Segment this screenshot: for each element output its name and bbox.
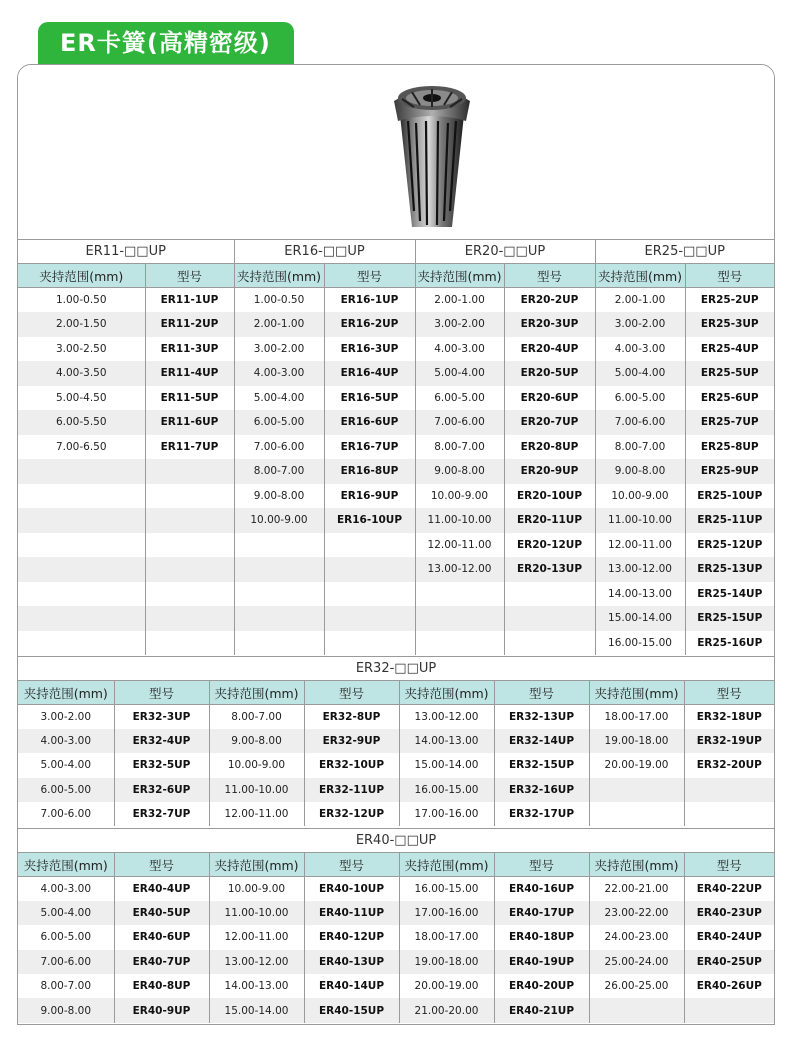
clamp-range-cell: 9.00-8.00 — [234, 484, 324, 509]
model-cell: ER32-20UP — [684, 753, 774, 777]
group-er11: ER11-□□UP — [18, 240, 234, 264]
clamp-range-cell: 13.00-12.00 — [399, 705, 494, 729]
clamp-range-cell: 8.00-7.00 — [595, 435, 685, 460]
group-er25: ER25-□□UP — [595, 240, 774, 264]
group-er32: ER32-□□UP — [18, 657, 774, 681]
model-cell: ER16-1UP — [324, 288, 415, 313]
clamp-range-cell: 2.00-1.50 — [18, 312, 145, 337]
clamp-range-cell: 8.00-7.00 — [18, 974, 114, 998]
clamp-range-cell: 6.00-5.00 — [18, 925, 114, 949]
table-row — [18, 877, 774, 901]
col-header-range: 夹持范围(mm) — [234, 264, 324, 288]
clamp-range-cell: 10.00-9.00 — [415, 484, 504, 509]
model-cell: ER20-10UP — [504, 484, 595, 509]
clamp-range-cell — [234, 631, 324, 656]
model-cell: ER32-14UP — [494, 729, 589, 753]
model-cell: ER40-11UP — [304, 901, 399, 925]
clamp-range-cell: 3.00-2.50 — [18, 337, 145, 362]
table-row — [18, 533, 774, 558]
model-cell: ER40-10UP — [304, 877, 399, 901]
clamp-range-cell: 18.00-17.00 — [589, 705, 684, 729]
clamp-range-cell: 3.00-2.00 — [18, 705, 114, 729]
group-header-row — [18, 829, 774, 853]
model-cell: ER20-3UP — [504, 312, 595, 337]
group-er16: ER16-□□UP — [234, 240, 415, 264]
clamp-range-cell: 7.00-6.00 — [415, 410, 504, 435]
table-row — [18, 337, 774, 362]
model-cell: ER40-12UP — [304, 925, 399, 949]
model-cell — [145, 508, 234, 533]
model-cell: ER11-7UP — [145, 435, 234, 460]
table-row — [18, 925, 774, 949]
model-cell: ER16-4UP — [324, 361, 415, 386]
model-cell: ER25-5UP — [685, 361, 774, 386]
table-row — [18, 950, 774, 974]
clamp-range-cell — [18, 533, 145, 558]
model-cell — [145, 606, 234, 631]
model-cell: ER32-8UP — [304, 705, 399, 729]
model-cell: ER11-1UP — [145, 288, 234, 313]
clamp-range-cell: 12.00-11.00 — [595, 533, 685, 558]
col-header-range: 夹持范围(mm) — [209, 853, 304, 877]
model-cell: ER32-11UP — [304, 778, 399, 802]
table-row — [18, 974, 774, 998]
clamp-range-cell: 9.00-8.00 — [595, 459, 685, 484]
clamp-range-cell — [589, 998, 684, 1022]
model-cell — [324, 557, 415, 582]
clamp-range-cell: 9.00-8.00 — [18, 998, 114, 1022]
clamp-range-cell: 7.00-6.00 — [18, 950, 114, 974]
model-cell: ER25-6UP — [685, 386, 774, 411]
clamp-range-cell: 2.00-1.00 — [415, 288, 504, 313]
table-row — [18, 557, 774, 582]
model-cell: ER25-12UP — [685, 533, 774, 558]
model-cell: ER40-22UP — [684, 877, 774, 901]
model-cell: ER40-26UP — [684, 974, 774, 998]
model-cell: ER25-14UP — [685, 582, 774, 607]
table-row — [18, 288, 774, 313]
clamp-range-cell — [234, 582, 324, 607]
model-cell: ER20-4UP — [504, 337, 595, 362]
model-cell: ER16-10UP — [324, 508, 415, 533]
model-cell — [145, 533, 234, 558]
table-row — [18, 312, 774, 337]
model-cell: ER32-15UP — [494, 753, 589, 777]
clamp-range-cell: 4.00-3.00 — [234, 361, 324, 386]
model-cell: ER40-15UP — [304, 998, 399, 1022]
model-cell: ER25-8UP — [685, 435, 774, 460]
model-cell: ER32-18UP — [684, 705, 774, 729]
table-row — [18, 361, 774, 386]
model-cell: ER40-5UP — [114, 901, 209, 925]
table-row — [18, 729, 774, 753]
table-row — [18, 631, 774, 656]
clamp-range-cell: 9.00-8.00 — [209, 729, 304, 753]
model-cell: ER16-9UP — [324, 484, 415, 509]
model-cell: ER25-11UP — [685, 508, 774, 533]
clamp-range-cell — [234, 557, 324, 582]
model-cell: ER11-4UP — [145, 361, 234, 386]
clamp-range-cell: 6.00-5.00 — [415, 386, 504, 411]
col-header-range: 夹持范围(mm) — [18, 264, 145, 288]
model-cell: ER25-7UP — [685, 410, 774, 435]
table-er40 — [18, 828, 774, 1023]
model-cell: ER16-6UP — [324, 410, 415, 435]
model-cell: ER16-5UP — [324, 386, 415, 411]
table-er32 — [18, 656, 774, 826]
clamp-range-cell — [234, 533, 324, 558]
clamp-range-cell: 10.00-9.00 — [595, 484, 685, 509]
model-cell: ER32-12UP — [304, 802, 399, 826]
model-cell: ER25-16UP — [685, 631, 774, 656]
model-cell: ER20-6UP — [504, 386, 595, 411]
clamp-range-cell: 9.00-8.00 — [415, 459, 504, 484]
clamp-range-cell: 13.00-12.00 — [595, 557, 685, 582]
clamp-range-cell: 7.00-6.00 — [595, 410, 685, 435]
model-cell: ER25-13UP — [685, 557, 774, 582]
clamp-range-cell: 7.00-6.50 — [18, 435, 145, 460]
table-row — [18, 998, 774, 1022]
col-header-range: 夹持范围(mm) — [589, 853, 684, 877]
clamp-range-cell — [18, 484, 145, 509]
clamp-range-cell: 11.00-10.00 — [209, 778, 304, 802]
col-header-range: 夹持范围(mm) — [18, 853, 114, 877]
model-cell: ER40-7UP — [114, 950, 209, 974]
clamp-range-cell: 5.00-4.00 — [18, 901, 114, 925]
clamp-range-cell — [18, 557, 145, 582]
clamp-range-cell: 15.00-14.00 — [399, 753, 494, 777]
model-cell: ER40-16UP — [494, 877, 589, 901]
table-row — [18, 484, 774, 509]
collet-product-image — [386, 81, 478, 231]
clamp-range-cell: 12.00-11.00 — [209, 925, 304, 949]
model-cell: ER25-10UP — [685, 484, 774, 509]
clamp-range-cell: 14.00-13.00 — [399, 729, 494, 753]
model-cell: ER25-9UP — [685, 459, 774, 484]
clamp-range-cell — [415, 631, 504, 656]
clamp-range-cell: 20.00-19.00 — [399, 974, 494, 998]
table-row — [18, 386, 774, 411]
col-header-model: 型号 — [145, 264, 234, 288]
clamp-range-cell: 5.00-4.50 — [18, 386, 145, 411]
clamp-range-cell: 13.00-12.00 — [209, 950, 304, 974]
col-header-range: 夹持范围(mm) — [399, 853, 494, 877]
clamp-range-cell: 4.00-3.50 — [18, 361, 145, 386]
model-cell: ER40-14UP — [304, 974, 399, 998]
clamp-range-cell: 20.00-19.00 — [589, 753, 684, 777]
model-cell: ER16-3UP — [324, 337, 415, 362]
col-header-model: 型号 — [494, 853, 589, 877]
model-cell: ER40-9UP — [114, 998, 209, 1022]
model-cell — [324, 631, 415, 656]
clamp-range-cell: 10.00-9.00 — [209, 753, 304, 777]
clamp-range-cell: 11.00-10.00 — [209, 901, 304, 925]
clamp-range-cell: 8.00-7.00 — [209, 705, 304, 729]
clamp-range-cell — [18, 459, 145, 484]
table-row — [18, 705, 774, 729]
column-header-row — [18, 264, 774, 288]
clamp-range-cell: 24.00-23.00 — [589, 925, 684, 949]
model-cell — [145, 459, 234, 484]
model-cell: ER40-24UP — [684, 925, 774, 949]
model-cell: ER40-13UP — [304, 950, 399, 974]
model-cell: ER32-3UP — [114, 705, 209, 729]
clamp-range-cell: 7.00-6.00 — [234, 435, 324, 460]
col-header-model: 型号 — [114, 681, 209, 705]
clamp-range-cell — [589, 778, 684, 802]
clamp-range-cell: 17.00-16.00 — [399, 901, 494, 925]
clamp-range-cell: 5.00-4.00 — [234, 386, 324, 411]
model-cell: ER32-7UP — [114, 802, 209, 826]
table-row — [18, 410, 774, 435]
model-cell: ER20-2UP — [504, 288, 595, 313]
model-cell: ER32-17UP — [494, 802, 589, 826]
clamp-range-cell: 26.00-25.00 — [589, 974, 684, 998]
clamp-range-cell: 1.00-0.50 — [18, 288, 145, 313]
table-row — [18, 459, 774, 484]
model-cell: ER40-8UP — [114, 974, 209, 998]
clamp-range-cell: 3.00-2.00 — [415, 312, 504, 337]
model-cell: ER20-7UP — [504, 410, 595, 435]
table-row — [18, 753, 774, 777]
col-header-model: 型号 — [304, 853, 399, 877]
table-er11-er25 — [18, 239, 774, 655]
model-cell: ER25-2UP — [685, 288, 774, 313]
model-cell: ER11-5UP — [145, 386, 234, 411]
col-header-range: 夹持范围(mm) — [589, 681, 684, 705]
model-cell: ER32-9UP — [304, 729, 399, 753]
clamp-range-cell: 13.00-12.00 — [415, 557, 504, 582]
table-row — [18, 582, 774, 607]
model-cell: ER32-19UP — [684, 729, 774, 753]
clamp-range-cell: 11.00-10.00 — [595, 508, 685, 533]
clamp-range-cell — [234, 606, 324, 631]
clamp-range-cell — [18, 508, 145, 533]
model-cell: ER20-9UP — [504, 459, 595, 484]
model-cell: ER40-17UP — [494, 901, 589, 925]
column-header-row — [18, 681, 774, 705]
model-cell: ER25-15UP — [685, 606, 774, 631]
clamp-range-cell: 5.00-4.00 — [415, 361, 504, 386]
col-header-model: 型号 — [494, 681, 589, 705]
group-er40: ER40-□□UP — [18, 829, 774, 853]
model-cell: ER40-19UP — [494, 950, 589, 974]
model-cell — [145, 631, 234, 656]
clamp-range-cell: 14.00-13.00 — [595, 582, 685, 607]
model-cell — [504, 631, 595, 656]
clamp-range-cell — [415, 582, 504, 607]
table-body — [18, 705, 774, 827]
model-cell: ER20-8UP — [504, 435, 595, 460]
clamp-range-cell — [415, 606, 504, 631]
clamp-range-cell: 7.00-6.00 — [18, 802, 114, 826]
col-header-range: 夹持范围(mm) — [18, 681, 114, 705]
col-header-model: 型号 — [504, 264, 595, 288]
clamp-range-cell — [589, 802, 684, 826]
model-cell: ER40-4UP — [114, 877, 209, 901]
model-cell — [324, 606, 415, 631]
table-row — [18, 802, 774, 826]
model-cell: ER32-13UP — [494, 705, 589, 729]
model-cell: ER32-5UP — [114, 753, 209, 777]
model-cell: ER16-8UP — [324, 459, 415, 484]
clamp-range-cell: 3.00-2.00 — [595, 312, 685, 337]
clamp-range-cell: 6.00-5.00 — [595, 386, 685, 411]
table-body — [18, 877, 774, 1023]
clamp-range-cell: 4.00-3.00 — [18, 877, 114, 901]
clamp-range-cell: 4.00-3.00 — [595, 337, 685, 362]
model-cell: ER16-2UP — [324, 312, 415, 337]
clamp-range-cell: 16.00-15.00 — [399, 778, 494, 802]
table-row — [18, 778, 774, 802]
clamp-range-cell: 6.00-5.00 — [234, 410, 324, 435]
clamp-range-cell: 15.00-14.00 — [595, 606, 685, 631]
model-cell — [684, 802, 774, 826]
model-cell: ER20-13UP — [504, 557, 595, 582]
clamp-range-cell: 15.00-14.00 — [209, 998, 304, 1022]
clamp-range-cell: 10.00-9.00 — [234, 508, 324, 533]
model-cell: ER32-4UP — [114, 729, 209, 753]
col-header-range: 夹持范围(mm) — [595, 264, 685, 288]
clamp-range-cell: 5.00-4.00 — [595, 361, 685, 386]
model-cell: ER40-21UP — [494, 998, 589, 1022]
model-cell: ER20-5UP — [504, 361, 595, 386]
column-header-row — [18, 853, 774, 877]
model-cell — [684, 998, 774, 1022]
col-header-model: 型号 — [684, 853, 774, 877]
clamp-range-cell — [18, 582, 145, 607]
clamp-range-cell: 18.00-17.00 — [399, 925, 494, 949]
model-cell: ER25-4UP — [685, 337, 774, 362]
page-title: ER卡簧(高精密级) — [38, 22, 294, 64]
clamp-range-cell: 19.00-18.00 — [589, 729, 684, 753]
clamp-range-cell: 4.00-3.00 — [18, 729, 114, 753]
model-cell: ER11-6UP — [145, 410, 234, 435]
clamp-range-cell: 17.00-16.00 — [399, 802, 494, 826]
clamp-range-cell: 23.00-22.00 — [589, 901, 684, 925]
model-cell — [145, 582, 234, 607]
model-cell: ER40-18UP — [494, 925, 589, 949]
col-header-model: 型号 — [684, 681, 774, 705]
col-header-model: 型号 — [685, 264, 774, 288]
table-row — [18, 508, 774, 533]
clamp-range-cell: 3.00-2.00 — [234, 337, 324, 362]
clamp-range-cell: 6.00-5.00 — [18, 778, 114, 802]
clamp-range-cell: 12.00-11.00 — [415, 533, 504, 558]
table-body — [18, 288, 774, 656]
group-er20: ER20-□□UP — [415, 240, 595, 264]
model-cell: ER40-20UP — [494, 974, 589, 998]
clamp-range-cell: 11.00-10.00 — [415, 508, 504, 533]
clamp-range-cell: 1.00-0.50 — [234, 288, 324, 313]
clamp-range-cell: 6.00-5.50 — [18, 410, 145, 435]
model-cell: ER16-7UP — [324, 435, 415, 460]
clamp-range-cell: 4.00-3.00 — [415, 337, 504, 362]
clamp-range-cell: 21.00-20.00 — [399, 998, 494, 1022]
clamp-range-cell: 12.00-11.00 — [209, 802, 304, 826]
col-header-range: 夹持范围(mm) — [209, 681, 304, 705]
clamp-range-cell: 22.00-21.00 — [589, 877, 684, 901]
model-cell — [504, 582, 595, 607]
group-header-row — [18, 240, 774, 264]
group-header-row — [18, 657, 774, 681]
col-header-range: 夹持范围(mm) — [415, 264, 504, 288]
model-cell: ER11-3UP — [145, 337, 234, 362]
col-header-model: 型号 — [114, 853, 209, 877]
col-header-model: 型号 — [324, 264, 415, 288]
model-cell: ER32-16UP — [494, 778, 589, 802]
model-cell: ER40-23UP — [684, 901, 774, 925]
table-row — [18, 435, 774, 460]
model-cell: ER20-11UP — [504, 508, 595, 533]
table-row — [18, 901, 774, 925]
model-cell: ER40-25UP — [684, 950, 774, 974]
clamp-range-cell: 8.00-7.00 — [234, 459, 324, 484]
col-header-range: 夹持范围(mm) — [399, 681, 494, 705]
model-cell — [684, 778, 774, 802]
product-photo-area — [18, 65, 774, 239]
clamp-range-cell: 14.00-13.00 — [209, 974, 304, 998]
col-header-model: 型号 — [304, 681, 399, 705]
clamp-range-cell: 25.00-24.00 — [589, 950, 684, 974]
spec-frame — [17, 64, 775, 1025]
table-row — [18, 606, 774, 631]
clamp-range-cell: 8.00-7.00 — [415, 435, 504, 460]
clamp-range-cell: 2.00-1.00 — [234, 312, 324, 337]
clamp-range-cell: 19.00-18.00 — [399, 950, 494, 974]
model-cell — [324, 533, 415, 558]
model-cell — [504, 606, 595, 631]
model-cell: ER11-2UP — [145, 312, 234, 337]
clamp-range-cell: 5.00-4.00 — [18, 753, 114, 777]
clamp-range-cell — [18, 631, 145, 656]
clamp-range-cell: 2.00-1.00 — [595, 288, 685, 313]
clamp-range-cell — [18, 606, 145, 631]
model-cell — [145, 557, 234, 582]
model-cell — [145, 484, 234, 509]
model-cell: ER20-12UP — [504, 533, 595, 558]
model-cell: ER32-10UP — [304, 753, 399, 777]
model-cell: ER25-3UP — [685, 312, 774, 337]
model-cell: ER40-6UP — [114, 925, 209, 949]
model-cell — [324, 582, 415, 607]
model-cell: ER32-6UP — [114, 778, 209, 802]
clamp-range-cell: 16.00-15.00 — [399, 877, 494, 901]
clamp-range-cell: 10.00-9.00 — [209, 877, 304, 901]
clamp-range-cell: 16.00-15.00 — [595, 631, 685, 656]
